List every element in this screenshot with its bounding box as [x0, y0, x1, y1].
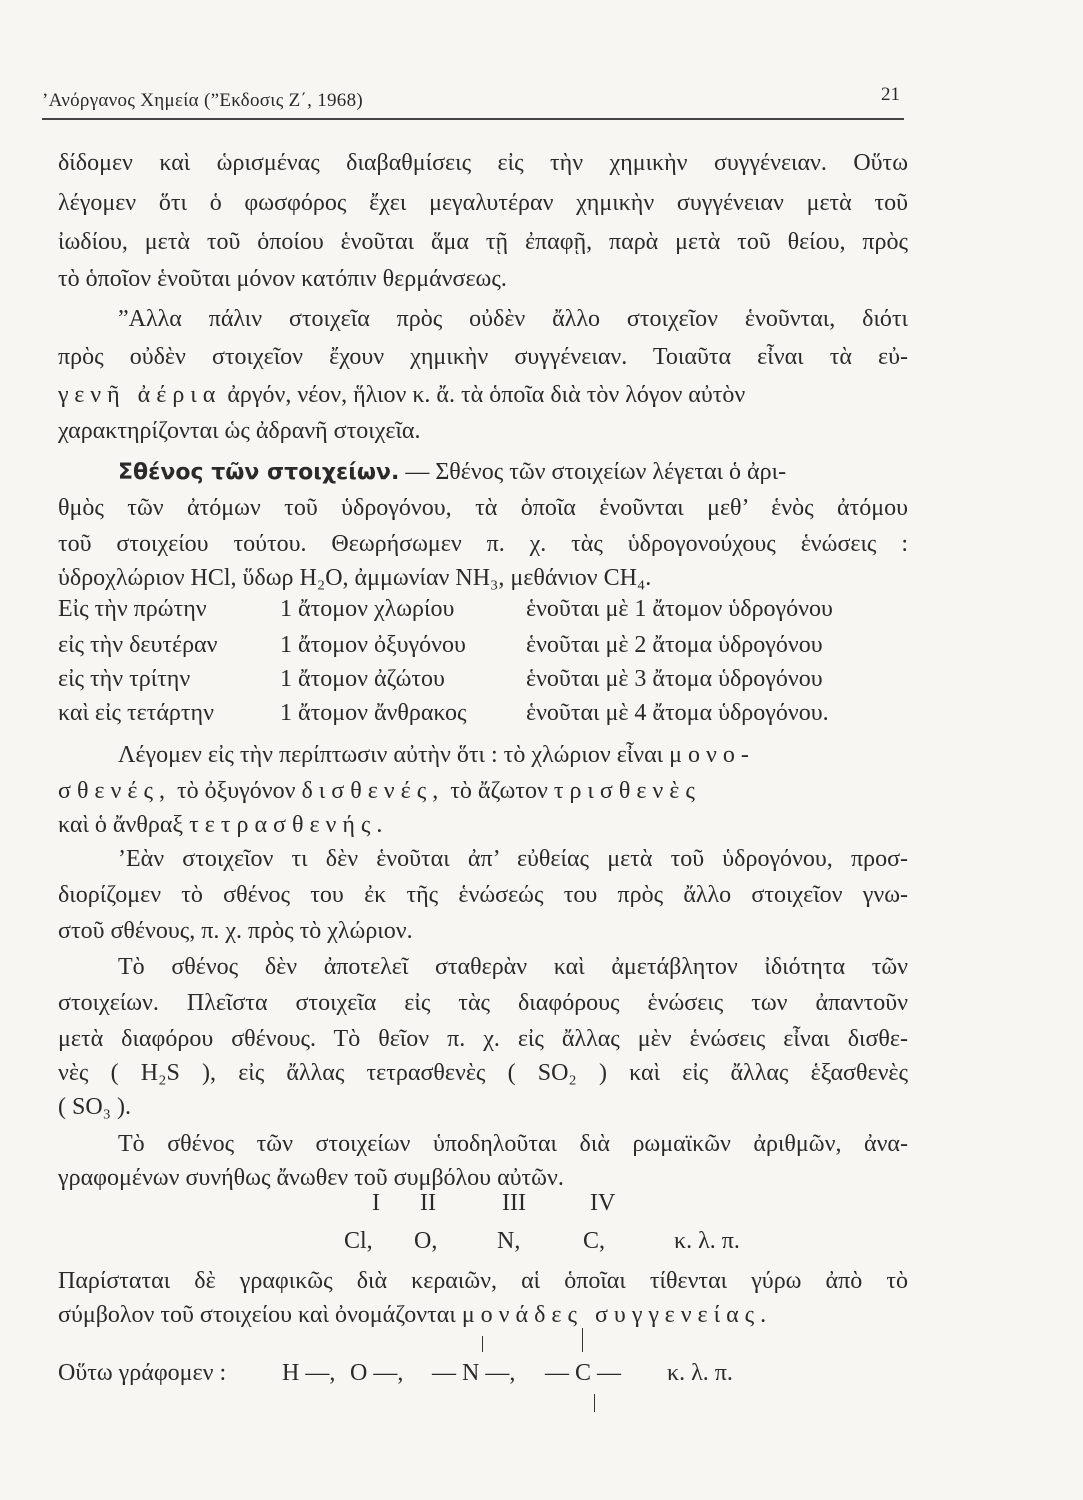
text-line: λέγομεν ὅτι ὁ φωσφόρος ἔχει μεγαλυτέραν χημικὴν συγγένειαν μετὰ τοῦ — [58, 190, 908, 216]
vertical-bond — [594, 1394, 595, 1412]
text-line: γραφομένων συνήθως ἄνωθεν τοῦ συμβόλου αὐτῶν. — [58, 1165, 564, 1191]
page-number: 21 — [881, 84, 900, 105]
valence-symbols: Cl, O, N, C, κ. λ. π. — [344, 1228, 740, 1254]
text-line: ( SO₃ ). — [58, 1094, 132, 1120]
text-line: σύμβολον τοῦ στοιχείου καὶ ὀνομάζονται μονάδες συγγενείας. — [58, 1302, 773, 1328]
text-line: σθενές, τὸ ὀξυγόνον δισθενές, τὸ ἄζωτον τρισθενὲς — [58, 778, 701, 804]
text-line: ”Αλλα πάλιν στοιχεῖα πρὸς οὐδὲν ἄλλο στοιχεῖον ἑνοῦνται, διότι — [118, 306, 908, 332]
text-line: θμὸς τῶν ἀτόμων τοῦ ὑδρογόνου, τὰ ὁποῖα ἑνοῦνται μεθ’ ἑνὸς ἀτόμου — [58, 495, 908, 521]
table-row: Εἰς τὴν πρώτην 1 ἄτομον χλωρίου ἑνοῦται μὲ 1 ἄτομον ὑδρογόνου — [58, 596, 833, 622]
text-line: πρὸς οὐδὲν στοιχεῖον ἔχουν χημικὴν συγγένειαν. Τοιαῦτα εἶναι τὰ εὐ- — [58, 344, 908, 370]
spaced-term: μονο- — [669, 742, 755, 768]
table-row: εἰς τὴν δευτέραν 1 ἄτομον ὀξυγόνου ἑνοῦται μὲ 2 ἄτομα ὑδρογόνου — [58, 632, 823, 658]
text-line: δίδομεν καὶ ὡρισμένας διαβαθμίσεις εἰς τὴν χημικὴν συγγένειαν. Οὕτω — [58, 150, 908, 176]
text-line: ’Εὰν στοιχεῖον τι δὲν ἑνοῦται ἀπ’ εὐθείας μετὰ τοῦ ὑδρογόνου, προσ- — [118, 846, 908, 872]
text-line: καὶ ὁ ἄνθραξ τετρασθενής. — [58, 812, 389, 838]
spaced-term: μονάδες συγγενείας. — [461, 1302, 773, 1328]
vertical-bond — [482, 1336, 483, 1352]
section-heading: Σθένος τῶν στοιχείων. — [118, 460, 400, 485]
spaced-term: σθενές, — [58, 778, 171, 804]
section-line: Σθένος τῶν στοιχείων. — Σθένος τῶν στοιχείων λέγεται ὁ ἀρι- — [118, 459, 787, 485]
text-line: νὲς ( H₂S ), εἰς ἄλλας τετρασθενὲς ( SO₂ ) καὶ εἰς ἄλλας ἑξασθενὲς — [58, 1060, 908, 1086]
text-line: Παρίσταται δὲ γραφικῶς διὰ κεραιῶν, αἱ ὁποῖαι τίθενται γύρω ἀπὸ τὸ — [58, 1268, 908, 1294]
valence-numerals: I II III IV — [372, 1190, 616, 1216]
text-line: Τὸ σθένος τῶν στοιχείων ὑποδηλοῦται διὰ ρωμαϊκῶν ἀριθμῶν, ἀνα- — [118, 1131, 908, 1157]
table-row: εἰς τὴν τρίτην 1 ἄτομον ἀζώτου ἑνοῦται μὲ 3 ἄτομα ὑδρογόνου — [58, 666, 823, 692]
spaced-term: γενῆ ἀέρια — [58, 382, 222, 408]
text-line: χαρακτηρίζονται ὡς ἀδρανῆ στοιχεῖα. — [58, 418, 421, 444]
text-line: στοιχείων. Πλεῖστα στοιχεῖα εἰς τὰς διαφόρους ἑνώσεις των ἀπαντοῦν — [58, 990, 908, 1016]
text-line: ἰωδίου, μετὰ τοῦ ὁποίου ἑνοῦται ἅμα τῇ ἐπαφῇ, παρὰ μετὰ τοῦ θείου, πρὸς — [58, 229, 908, 255]
spaced-term: τετρασθενής. — [189, 812, 389, 838]
text-line: γενῆ ἀέρια ἀργόν, νέον, ἥλιον κ. ἄ. τὰ ὁποῖα διὰ τὸν λόγον αὐτὸν — [58, 382, 746, 408]
text-line: Τὸ σθένος δὲν ἀποτελεῖ σταθερὰν καὶ ἀμετάβλητον ἰδιότητα τῶν — [118, 954, 908, 980]
text-line: στοῦ σθένους, π. χ. πρὸς τὸ χλώριον. — [58, 918, 413, 944]
text-line: διορίζομεν τὸ σθένος του ἐκ τῆς ἑνώσεώς του πρὸς ἄλλο στοιχεῖον γνω- — [58, 882, 908, 908]
page-header — [42, 84, 904, 120]
table-row: καὶ εἰς τετάρτην 1 ἄτομον ἄνθρακος ἑνοῦται μὲ 4 ἄτομα ὑδρογόνου. — [58, 700, 829, 726]
spaced-term: δισθενές, — [301, 778, 445, 804]
text-line: ὑδροχλώριον HCl, ὕδωρ H₂O, ἀμμωνίαν NH₃, μεθάνιον CH₄. — [58, 565, 652, 591]
running-title: ’Ανόργανος Χημεία (”Εκδοσις Ζ΄, 1968) — [42, 90, 364, 111]
text-line: μετὰ διαφόρου σθένους. Τὸ θεῖον π. χ. εἰς ἄλλας μὲν ἑνώσεις εἶναι δισθε- — [58, 1026, 908, 1052]
text-line: Λέγομεν εἰς τὴν περίπτωσιν αὐτὴν ὅτι : τὸ χλώριον εἶναι μονο- — [118, 742, 755, 768]
text-line: τοῦ στοιχείου τούτου. Θεωρήσωμεν π. χ. τὰς ὑδρογονούχους ἑνώσεις : — [58, 531, 908, 557]
vertical-bond — [582, 1328, 583, 1352]
text-line: τὸ ὁποῖον ἑνοῦται μόνον κατόπιν θερμάνσεως. — [58, 266, 507, 292]
spaced-term: τρισθενὲς — [553, 778, 701, 804]
formula-line: Οὕτω γράφομεν : H —, O —, — N —, — C — κ. λ. π. — [58, 1360, 733, 1386]
